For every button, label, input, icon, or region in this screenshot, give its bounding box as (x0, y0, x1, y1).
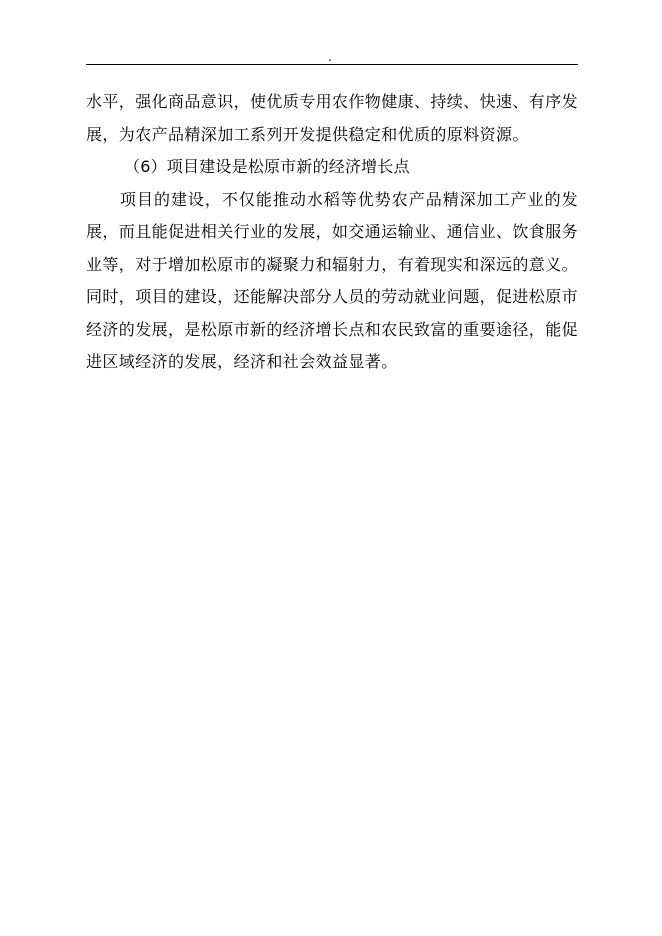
document-body (86, 86, 578, 379)
header-rule (86, 64, 578, 65)
paragraph-main: 项目的建设，不仅能推动水稻等优势农产品精深加工产业的发展，而且能促进相关行业的发展，如交通运输业、通信业、饮食服务业等，对于增加松原市的凝聚力和辐射力，有着现实和深远的意义。同时，项目的建设，还能解决部分人员的劳动就业问题，促进松原市经济的发展，是松原市新的经济增长点和农民致富的重要途径，能促进区域经济的发展，经济和社会效益显著。 (86, 189, 579, 371)
paragraph-continuation: 水平，强化商品意识，使优质专用农作物健康、持续、快速、有序发展，为农产品精深加工系列开发提供稳定和优质的原料资源。 (86, 92, 579, 144)
section-heading: （6）项目建设是松原市新的经济增长点 (124, 157, 410, 176)
header-mark: . (328, 50, 332, 64)
